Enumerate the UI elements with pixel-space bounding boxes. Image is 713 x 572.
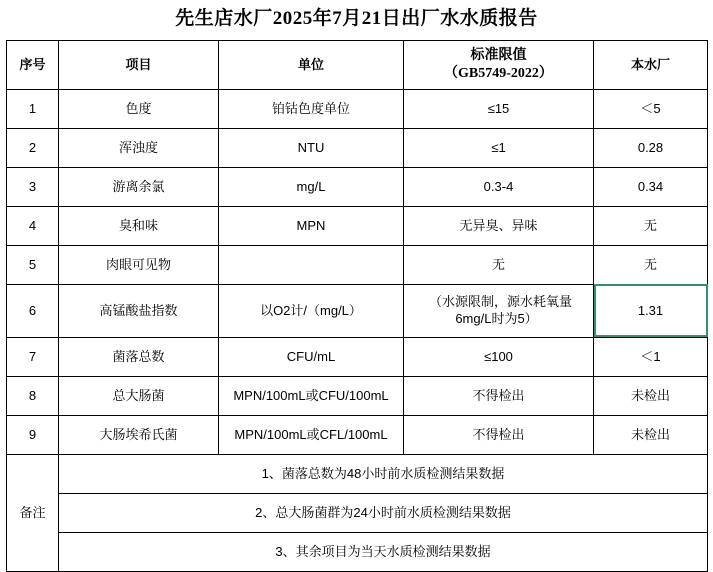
- table-row: [7, 337, 708, 376]
- cell-limit: ≤100: [404, 337, 594, 376]
- note-item: 3、其余项目为当天水质检测结果数据: [59, 532, 708, 571]
- header-index: 序号: [7, 40, 59, 89]
- header-plant: 本水厂: [594, 40, 708, 89]
- cell-unit: 以O2计/（mg/L）: [219, 284, 404, 337]
- note-item: 2、总大肠菌群为24小时前水质检测结果数据: [59, 493, 708, 532]
- table-row: [7, 284, 708, 337]
- table-body: [7, 89, 708, 571]
- header-limit: [404, 40, 594, 89]
- table-row: [7, 167, 708, 206]
- header-limit-line1: 标准限值: [470, 48, 527, 64]
- cell-item: 肉眼可见物: [59, 245, 219, 284]
- cell-item: 菌落总数: [59, 337, 219, 376]
- cell-plant: 无: [594, 206, 708, 245]
- cell-index: 8: [7, 376, 59, 415]
- cell-index: 7: [7, 337, 59, 376]
- notes-row: [7, 493, 708, 532]
- header-limit-line2: （GB5749-2022）: [444, 65, 553, 81]
- cell-index: 9: [7, 415, 59, 454]
- cell-index: 3: [7, 167, 59, 206]
- table-row: [7, 245, 708, 284]
- cell-limit: [404, 284, 594, 337]
- notes-row: [7, 532, 708, 571]
- page-title: 先生店水厂2025年7月21日出厂水水质报告: [175, 8, 538, 29]
- note-item: 1、菌落总数为48小时前水质检测结果数据: [59, 454, 708, 493]
- cell-limit: 不得检出: [404, 415, 594, 454]
- cell-limit: 0.3-4: [404, 167, 594, 206]
- table-row: [7, 376, 708, 415]
- cell-plant: 未检出: [594, 415, 708, 454]
- cell-unit: NTU: [219, 128, 404, 167]
- cell-unit: MPN: [219, 206, 404, 245]
- cell-unit: mg/L: [219, 167, 404, 206]
- cell-index: 6: [7, 284, 59, 337]
- table-row: [7, 415, 708, 454]
- header-unit: 单位: [219, 40, 404, 89]
- cell-plant: 0.34: [594, 167, 708, 206]
- cell-plant: 无: [594, 245, 708, 284]
- cell-item: 臭和味: [59, 206, 219, 245]
- cell-limit-text: （水源限制，源水耗氧量6mg/L时为5）: [428, 293, 572, 326]
- table-header-row: [7, 40, 708, 89]
- cell-item: 高锰酸盐指数: [59, 284, 219, 337]
- cell-plant: 0.28: [594, 128, 708, 167]
- cell-plant: 1.31: [594, 284, 708, 337]
- notes-row: [7, 454, 708, 493]
- cell-index: 4: [7, 206, 59, 245]
- water-quality-table: [6, 40, 708, 572]
- cell-unit: [219, 245, 404, 284]
- cell-limit: ≤15: [404, 89, 594, 128]
- cell-plant: 未检出: [594, 376, 708, 415]
- cell-item: 总大肠菌: [59, 376, 219, 415]
- table-row: [7, 128, 708, 167]
- cell-plant: ＜1: [594, 337, 708, 376]
- table-row: [7, 206, 708, 245]
- cell-index: 5: [7, 245, 59, 284]
- header-item: 项目: [59, 40, 219, 89]
- cell-unit: MPN/100mL或CFU/100mL: [219, 376, 404, 415]
- cell-item: 游离余氯: [59, 167, 219, 206]
- notes-label: 备注: [7, 454, 59, 571]
- cell-item: 色度: [59, 89, 219, 128]
- cell-index: 2: [7, 128, 59, 167]
- cell-unit: MPN/100mL或CFL/100mL: [219, 415, 404, 454]
- cell-unit: 铂钴色度单位: [219, 89, 404, 128]
- table-row: [7, 89, 708, 128]
- cell-item: 浑浊度: [59, 128, 219, 167]
- cell-index: 1: [7, 89, 59, 128]
- cell-unit: CFU/mL: [219, 337, 404, 376]
- cell-limit: ≤1: [404, 128, 594, 167]
- cell-limit: 无异臭、异味: [404, 206, 594, 245]
- cell-limit: 不得检出: [404, 376, 594, 415]
- cell-plant: ＜5: [594, 89, 708, 128]
- cell-item: 大肠埃希氏菌: [59, 415, 219, 454]
- cell-limit: 无: [404, 245, 594, 284]
